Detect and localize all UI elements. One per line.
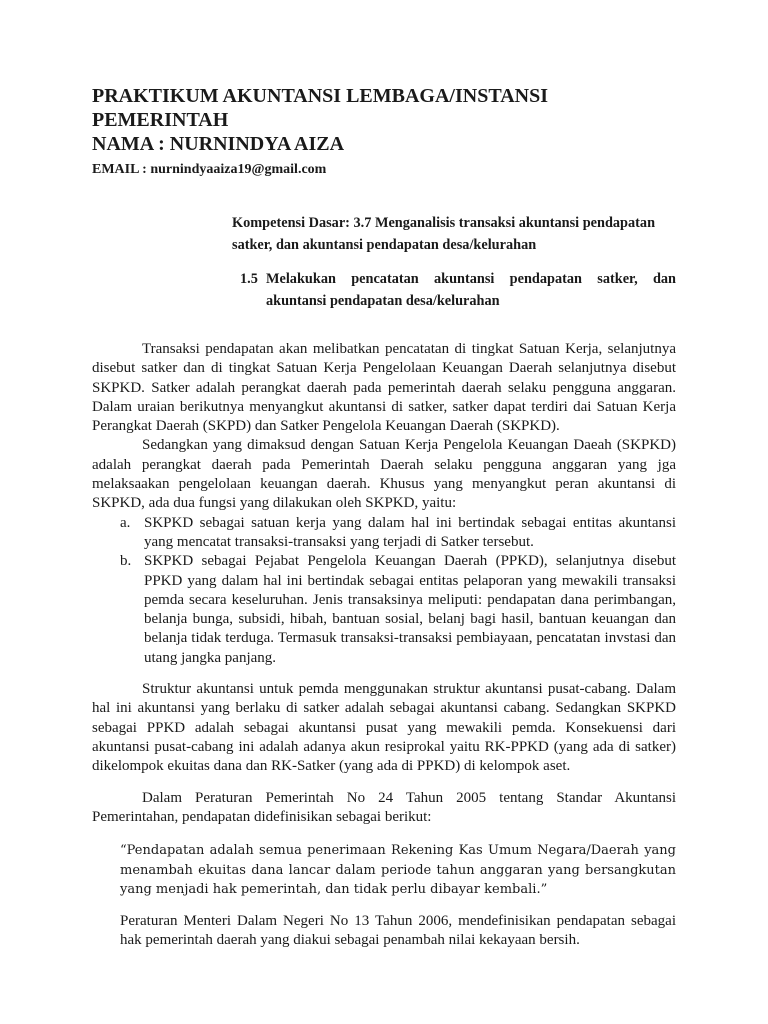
subsection-heading [240, 268, 676, 312]
paragraph-3: Struktur akuntansi untuk pemda menggunakan struktur akuntansi pusat-cabang. Dalam hal ini akuntansi yang berlaku di satker adalah sebagai akuntansi cabang. Sedangkan SKPKD sebagai PPKD adalah sebagai akuntansi pusat yang mewakili pemda. Konsekuensi dari akuntansi pusat-cabang ini adalah adanya akun resiprokal yaitu RK-PPKD (yang ada di satker) dikelompok ekuitas dana dan RK-Satker (yang ada di PPKD) di kelompok aset. [92, 681, 676, 775]
subsection-number: 1.5 [240, 271, 258, 287]
paragraph-5: Peraturan Menteri Dalam Negeri No 13 Tahun 2006, mendefinisikan pendapatan sebagai hak pemerintah daerah yang diakui sebagai penambah nilai kekayaan bersih. [120, 912, 676, 948]
document-title: PRAKTIKUM AKUNTANSI LEMBAGA/INSTANSI PEMERINTAH [92, 85, 548, 131]
list-item-text: SKPKD sebagai Pejabat Pengelola Keuangan Daerah (PPKD), selanjutnya disebut PPKD yang dalam hal ini bertindak sebagai entitas pelaporan yang mewakili transaksi pemda secara keseluruhan. Jenis transaksinya meliputi: pendapatan dana perimbangan, belanja bunga, subsidi, hibah, bantuan sosial, belanj bagi hasil, bantuan keuangan dan belanja tidak terduga. Termasuk transaksi-transaksi pembiayaan, pencatatan invstasi dan utang jangka panjang. [144, 553, 676, 666]
list-marker: a. [120, 514, 131, 531]
document-body [92, 340, 676, 950]
student-name: NAMA : NURNINDYA AIZA [92, 133, 345, 155]
list-item [92, 552, 676, 668]
student-email: EMAIL : nurnindyaaiza19@gmail.com [92, 162, 327, 177]
paragraph-2: Sedangkan yang dimaksud dengan Satuan Kerja Pengelola Keuangan Daeah (SKPKD) adalah perangkat daerah pada Pemerintah Daerah selaku pengguna anggaran yang jga melaksaakan pengelolaan keuangan daerah. Khusus yang menyangkut peran akuntansi di SKPKD, ada dua fungsi yang dilakukan oleh SKPKD, yaitu: [92, 437, 676, 512]
paragraph-4: Dalam Peraturan Pemerintah No 24 Tahun 2005 tentang Standar Akuntansi Pemerintahan, pendapatan didefinisikan sebagai berikut: [92, 789, 676, 825]
kompetensi-dasar: Kompetensi Dasar: 3.7 Menganalisis transaksi akuntansi pendapatan satker, dan akuntansi pendapatan desa/kelurahan [232, 215, 656, 253]
subsection-title: Melakukan pencatatan akuntansi pendapatan satker, dan akuntansi pendapatan desa/kelurahan [266, 271, 676, 309]
paragraph-1: Transaksi pendapatan akan melibatkan pencatatan di tingkat Satuan Kerja, selanjutnya disebut satker dan di tingkat Satuan Kerja Pengelolaan Keuangan Daerah selanjutnya disebut SKPKD. Satker adalah perangkat daerah pada pemerintah daerah selaku pengguna anggaran. Dalam uraian berikutnya menyangkut akuntansi di satker, satker dapat terdiri dai Satuan Kerja Perangkat Daerah (SKPD) dan Satker Pengelola Keuangan Daerah (SKPKD). [92, 341, 676, 435]
definition-quote: “Pendapatan adalah semua penerimaan Rekening Kas Umum Negara/Daerah yang menambah ekuitas dana lancar dalam periode tahun anggaran yang bersangkutan yang menjadi hak pemerintah, dan tidak perlu dibayar kembali.” [120, 843, 676, 898]
list-item-text: SKPKD sebagai satuan kerja yang dalam hal ini bertindak sebagai entitas akuntansi yang mencatat transaksi-transaksi yang terjadi di Satker tersebut. [144, 514, 676, 550]
function-list [92, 514, 676, 668]
list-item [92, 514, 676, 553]
list-marker: b. [120, 553, 132, 570]
